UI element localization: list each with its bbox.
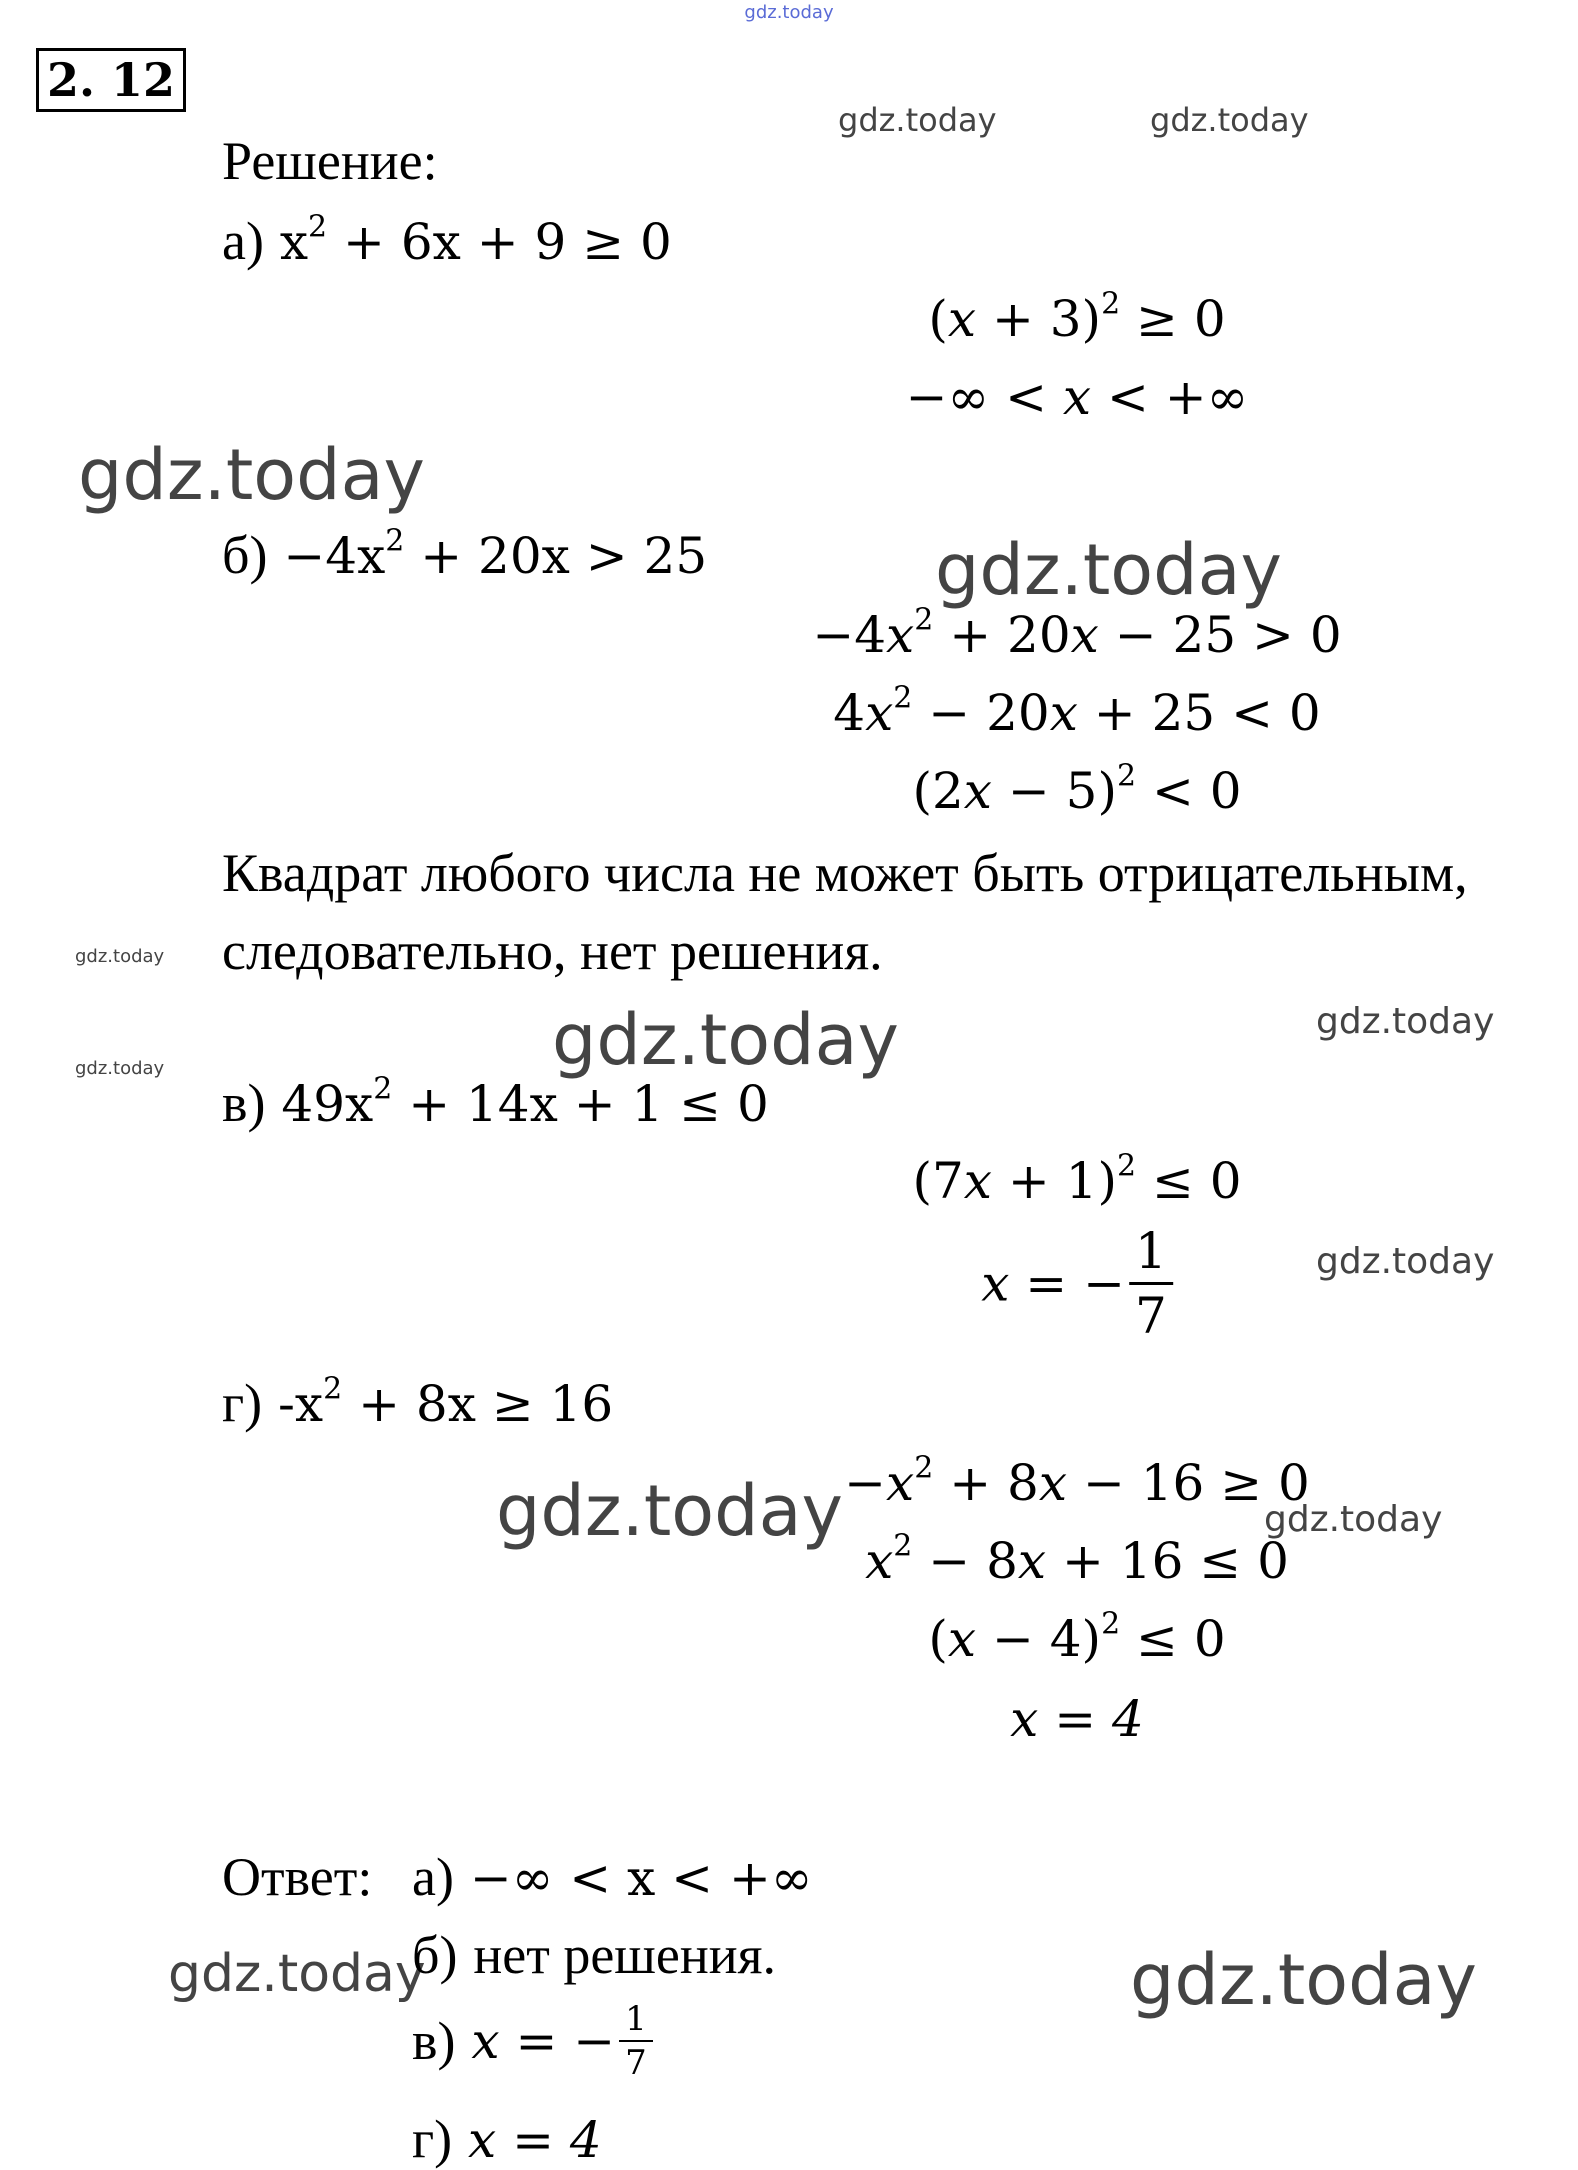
fraction: $\frac{1}{7}$ [619,2002,653,2080]
answer-a: а) −∞ < x < +∞ [412,1847,813,1907]
part-a-step-1: $(x + 3)^2 \ge 0$ [928,286,1226,348]
part-g-step-3: $(x - 4)^2 \le 0$ [928,1606,1226,1668]
part-g-step-1: $-x^2 + 8x - 16 \ge 0$ [844,1450,1310,1512]
watermark: gdz.today [1316,1241,1495,1282]
part-g-step-4: x = 4 [1010,1690,1144,1748]
part-a-step-2: −∞ < x < +∞ [905,368,1249,426]
part-g-step-2: $x^2 - 8x + 16 \le 0$ [865,1528,1289,1590]
part-v-problem: в) $49x^2 + 14x + 1 \le 0$ [222,1071,769,1133]
watermark-top: gdz.today [744,2,834,23]
part-v-step-2: x = − $\frac{1}{7}$ [981,1226,1173,1341]
watermark: gdz.today [75,1058,165,1079]
answer-v: в) x = − $\frac{1}{7}$ [412,2002,653,2080]
solution-heading: Решение: [222,131,438,191]
answer-label: Ответ: [222,1847,373,1907]
part-v-label: в) [222,1073,266,1133]
part-b-problem: $б) -4x^2 + 20x > 25$ [222,523,708,585]
part-g-problem: г) $-x^2 + 8x \ge 16$ [222,1371,614,1433]
watermark: gdz.today [1316,1001,1495,1042]
part-b-conclusion-2: следовательно, нет решения. [222,921,883,981]
watermark: gdz.today [78,434,425,516]
watermark: gdz.today [552,999,899,1081]
watermark: gdz.today [838,101,997,139]
part-b-label: б) [222,525,268,585]
part-b-step-3: $(2x - 5)^2 < 0$ [912,758,1242,820]
watermark: gdz.today [75,946,165,967]
watermark: gdz.today [1264,1499,1443,1540]
part-v-step-1: $(7x + 1)^2 \le 0$ [912,1148,1242,1210]
watermark: gdz.today [168,1944,426,2004]
part-a-problem: а) $x^2 + 6x + 9 \ge 0$ [222,209,672,271]
part-a-label: а) [222,211,264,271]
problem-number: 2. 12 [36,48,186,112]
watermark: gdz.today [496,1470,843,1552]
part-g-label: г) [222,1373,263,1433]
answer-g: г) x = 4 [412,2109,602,2169]
watermark: gdz.today [935,529,1282,611]
watermark: gdz.today [1150,101,1309,139]
part-b-step-1: $-4x^2 + 20x - 25 > 0$ [812,602,1342,664]
part-b-step-2: $4x^2 - 20x + 25 < 0$ [833,680,1321,742]
answer-b: б) нет решения. [412,1925,776,1985]
part-b-conclusion-1: Квадрат любого числа не может быть отрицательным, [222,843,1468,903]
watermark: gdz.today [1130,1939,1477,2021]
fraction: $\frac{1}{7}$ [1129,1226,1173,1341]
